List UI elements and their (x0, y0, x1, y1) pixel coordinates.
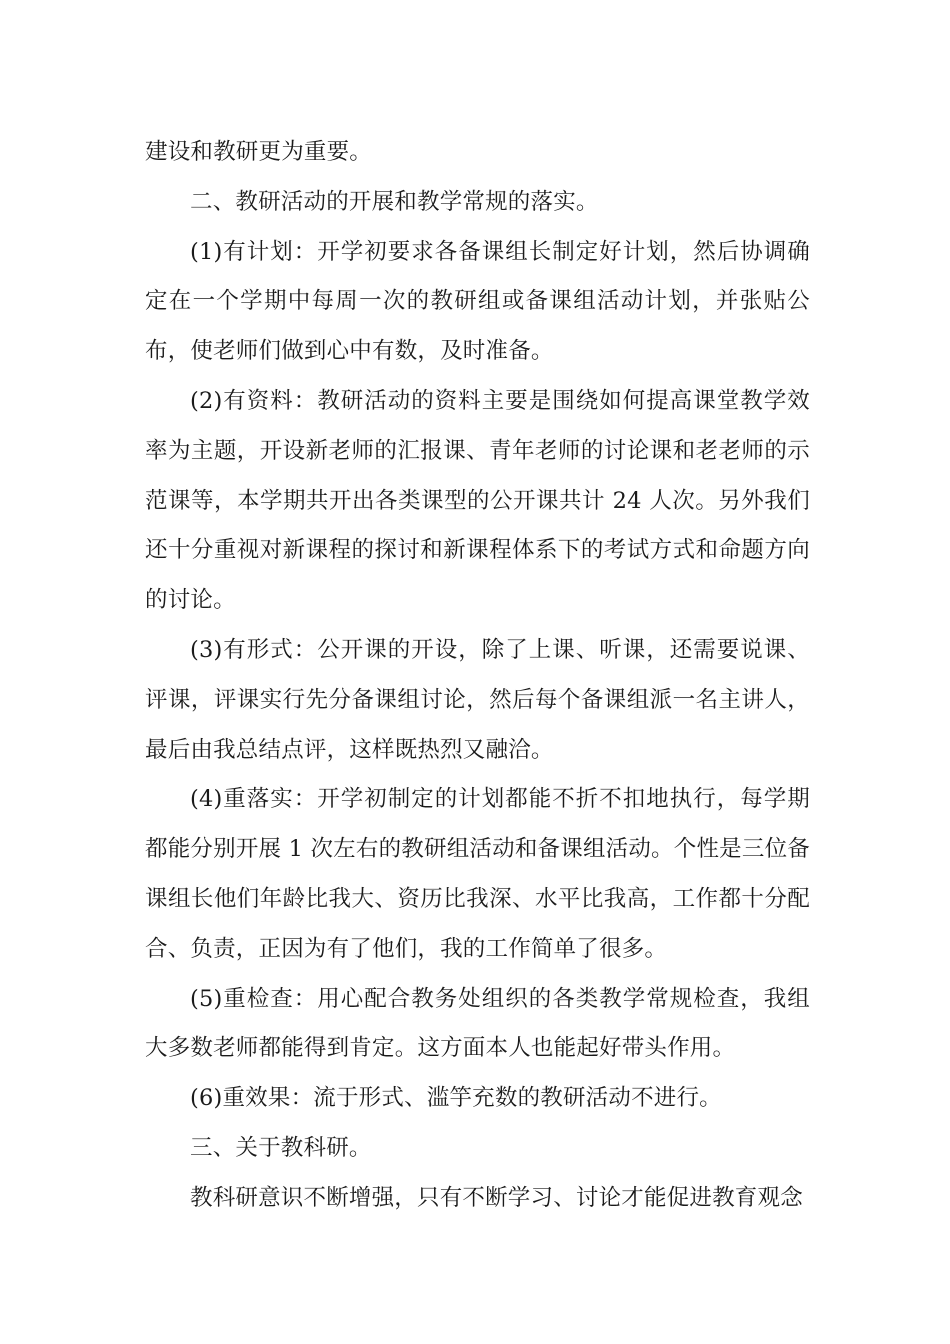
document-body (145, 128, 810, 1224)
paragraph-item-4: (4)重落实：开学初制定的计划都能不折不扣地执行，每学期都能分别开展 1 次左右的教研组活动和备课组活动。个性是三位备课组长他们年龄比我大、资历比我深、水平比我高，工作都十分配合、负责，正因为有了他们，我的工作简单了很多。 (145, 786, 810, 962)
paragraph-research: 教科研意识不断增强，只有不断学习、讨论才能促进教育观念 (190, 1184, 803, 1211)
paragraph-continuation: 建设和教研更为重要。 (145, 139, 373, 165)
paragraph-item-3: (3)有形式：公开课的开设，除了上课、听课，还需要说课、评课，评课实行先分备课组讨论，然后每个备课组派一名主讲人，最后由我总结点评，这样既热烈又融洽。 (145, 636, 810, 763)
paragraph-item-6: (6)重效果：流于形式、滥竽充数的教研活动不进行。 (190, 1085, 722, 1112)
paragraph-item-5: (5)重检查：用心配合教务处组织的各类教学常规检查，我组大多数老师都能得到肯定。这方面本人也能起好带头作用。 (145, 985, 810, 1062)
section-heading-2: 二、教研活动的开展和教学常规的落实。 (190, 188, 599, 215)
paragraph-item-1: (1)有计划：开学初要求各备课组长制定好计划，然后协调确定在一个学期中每周一次的教研组或备课组活动计划，并张贴公布，使老师们做到心中有数，及时准备。 (145, 238, 810, 365)
paragraph-item-2: (2)有资料：教研活动的资料主要是围绕如何提高课堂教学效率为主题，开设新老师的汇报课、青年老师的讨论课和老老师的示范课等，本学期共开出各类课型的公开课共计 24 人次。另外我们还十分重视对新课程的探讨和新课程体系下的考试方式和命题方向的讨论。 (145, 387, 810, 614)
section-heading-3: 三、关于教科研。 (190, 1134, 372, 1161)
